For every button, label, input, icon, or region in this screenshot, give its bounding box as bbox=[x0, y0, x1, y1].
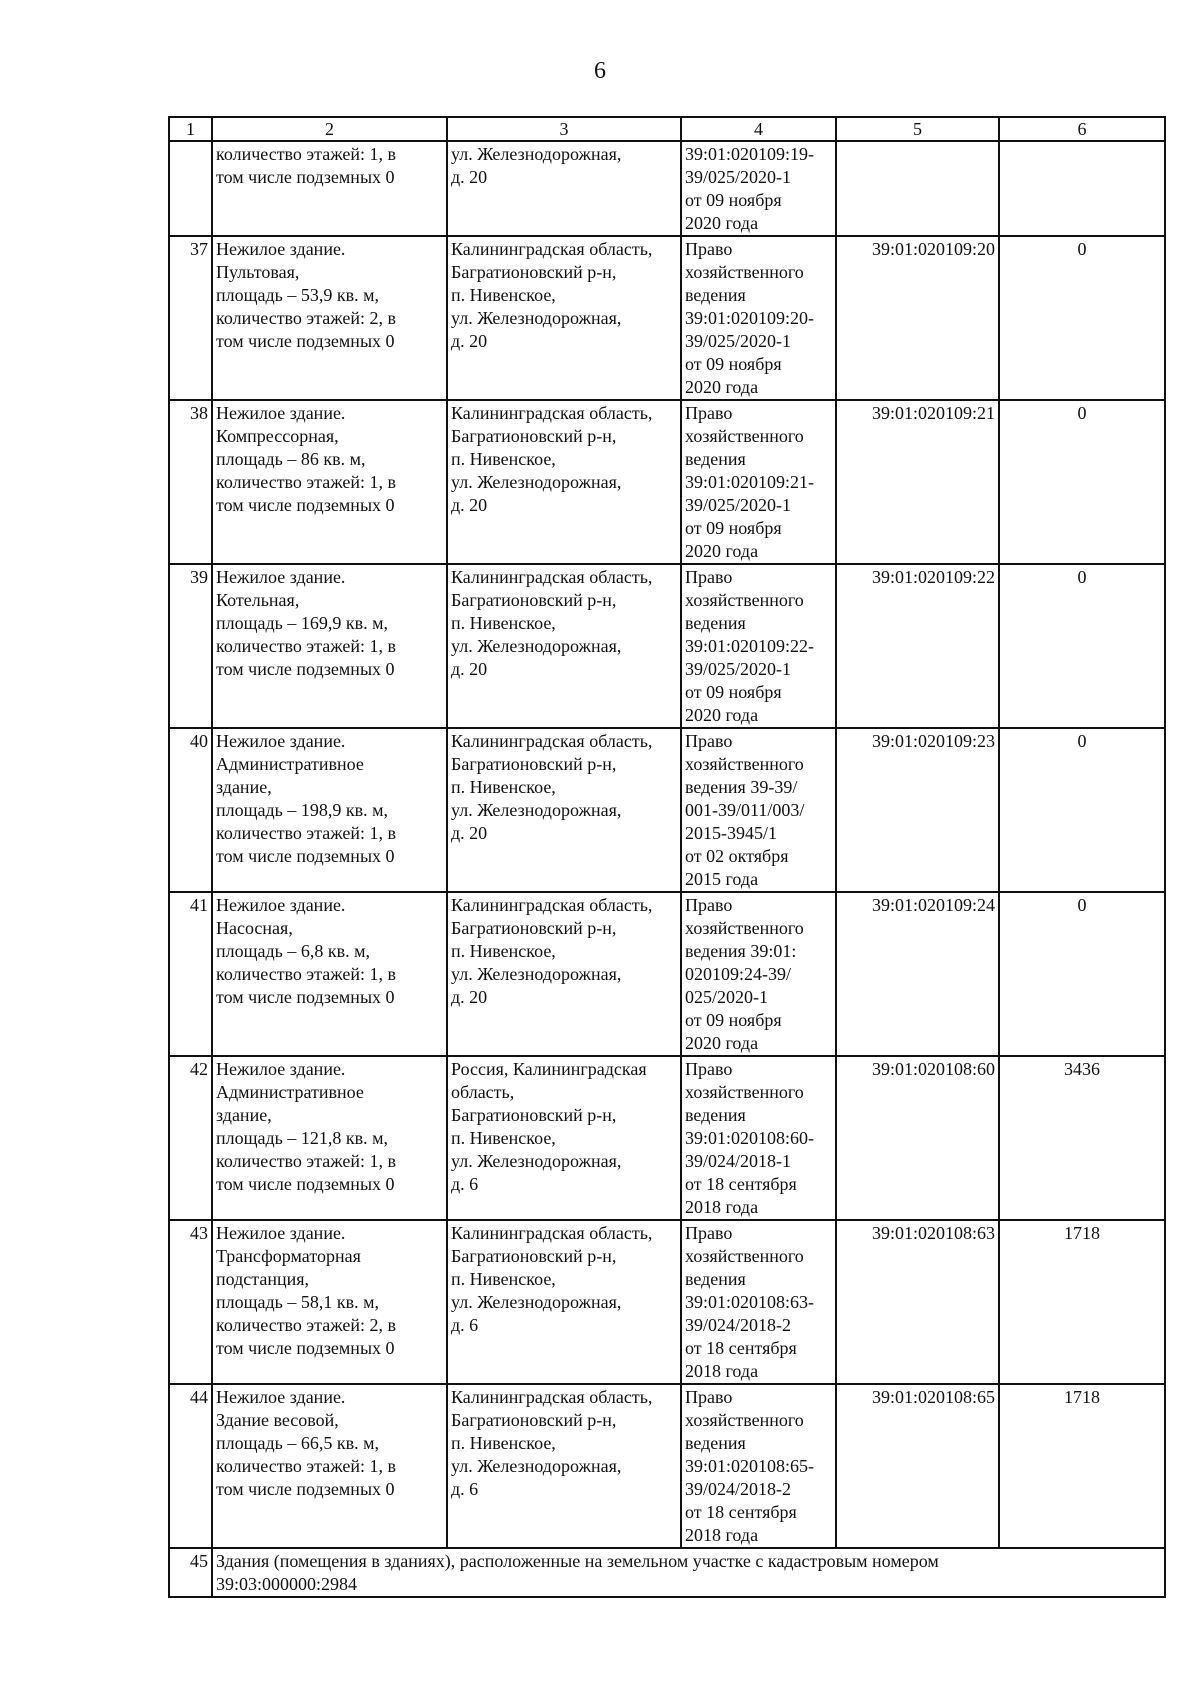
address-line: п. Нивенское, bbox=[451, 613, 556, 633]
description-line: площадь – 121,8 кв. м, bbox=[216, 1128, 388, 1148]
address-line: Калининградская область, bbox=[451, 1387, 653, 1407]
row-number-cell: 43 bbox=[169, 1220, 212, 1384]
right-cell bbox=[681, 1056, 836, 1220]
right-line: Право bbox=[685, 1387, 733, 1407]
cadastral-cell: 39:01:020109:21 bbox=[836, 400, 999, 564]
description-line: Нежилое здание. bbox=[216, 731, 346, 751]
address-line: ул. Железнодорожная, bbox=[451, 144, 622, 164]
address-line: Багратионовский р-н, bbox=[451, 426, 617, 446]
description-line: Административное bbox=[216, 754, 364, 774]
row-number-cell bbox=[169, 141, 212, 236]
right-line: 39/024/2018-2 bbox=[685, 1315, 791, 1335]
address-line: ул. Железнодорожная, bbox=[451, 1292, 622, 1312]
right-line: Право bbox=[685, 239, 733, 259]
description-line: количество этажей: 1, в bbox=[216, 964, 397, 984]
footer-text-cell bbox=[212, 1548, 1165, 1597]
right-line: от 18 сентября bbox=[685, 1502, 797, 1522]
description-line: Нежилое здание. bbox=[216, 895, 346, 915]
description-line: количество этажей: 2, в bbox=[216, 308, 397, 328]
description-line: количество этажей: 2, в bbox=[216, 1315, 397, 1335]
right-line: хозяйственного bbox=[685, 1246, 804, 1266]
right-line: 2020 года bbox=[685, 377, 759, 397]
right-line: 39:01:020108:60- bbox=[685, 1128, 814, 1148]
right-line: от 09 ноября bbox=[685, 682, 782, 702]
row-number-cell: 40 bbox=[169, 728, 212, 892]
right-line: ведения bbox=[685, 1269, 746, 1289]
footer-line: 39:03:000000:2984 bbox=[216, 1574, 358, 1594]
cadastral-cell: 39:01:020108:63 bbox=[836, 1220, 999, 1384]
value-cell: 1718 bbox=[999, 1384, 1165, 1548]
value-cell: 0 bbox=[999, 728, 1165, 892]
page-number: 6 bbox=[594, 58, 606, 84]
right-line: 001-39/011/003/ bbox=[685, 800, 805, 820]
address-line: ул. Железнодорожная, bbox=[451, 636, 622, 656]
column-header: 2 bbox=[212, 117, 447, 141]
description-line: количество этажей: 1, в bbox=[216, 472, 397, 492]
right-line: 2020 года bbox=[685, 1033, 759, 1053]
cadastral-cell: 39:01:020109:22 bbox=[836, 564, 999, 728]
property-table bbox=[168, 116, 1166, 1598]
right-line: Право bbox=[685, 567, 733, 587]
description-line: площадь – 6,8 кв. м, bbox=[216, 941, 370, 961]
address-line: п. Нивенское, bbox=[451, 285, 556, 305]
description-line: том числе подземных 0 bbox=[216, 987, 395, 1007]
right-line: Право bbox=[685, 1223, 733, 1243]
right-cell bbox=[681, 728, 836, 892]
address-line: п. Нивенское, bbox=[451, 777, 556, 797]
value-cell: 1718 bbox=[999, 1220, 1165, 1384]
address-cell bbox=[447, 728, 681, 892]
address-line: д. 6 bbox=[451, 1479, 479, 1499]
description-line: площадь – 169,9 кв. м, bbox=[216, 613, 388, 633]
right-line: от 09 ноября bbox=[685, 190, 782, 210]
table-row bbox=[169, 564, 1165, 728]
description-line: Нежилое здание. bbox=[216, 1223, 346, 1243]
right-line: от 09 ноября bbox=[685, 518, 782, 538]
right-cell bbox=[681, 1384, 836, 1548]
address-line: область, bbox=[451, 1082, 515, 1102]
cadastral-cell: 39:01:020109:20 bbox=[836, 236, 999, 400]
address-line: Калининградская область, bbox=[451, 895, 653, 915]
right-line: 39:01:020109:20- bbox=[685, 308, 814, 328]
table-row bbox=[169, 400, 1165, 564]
address-cell bbox=[447, 400, 681, 564]
right-line: 2015-3945/1 bbox=[685, 823, 777, 843]
right-line: 2020 года bbox=[685, 541, 759, 561]
right-line: от 02 октября bbox=[685, 846, 789, 866]
column-header: 3 bbox=[447, 117, 681, 141]
row-number-cell: 42 bbox=[169, 1056, 212, 1220]
address-line: д. 20 bbox=[451, 987, 488, 1007]
description-line: том числе подземных 0 bbox=[216, 331, 395, 351]
description-line: количество этажей: 1, в bbox=[216, 1456, 397, 1476]
value-cell: 0 bbox=[999, 564, 1165, 728]
address-cell bbox=[447, 1220, 681, 1384]
address-line: Калининградская область, bbox=[451, 239, 653, 259]
address-line: ул. Железнодорожная, bbox=[451, 1456, 622, 1476]
table-row bbox=[169, 1384, 1165, 1548]
value-cell: 0 bbox=[999, 236, 1165, 400]
right-line: ведения bbox=[685, 449, 746, 469]
right-line: 39/025/2020-1 bbox=[685, 167, 791, 187]
right-line: ведения bbox=[685, 1105, 746, 1125]
value-cell: 0 bbox=[999, 400, 1165, 564]
description-cell bbox=[212, 728, 447, 892]
address-cell bbox=[447, 1056, 681, 1220]
description-line: Трансформаторная bbox=[216, 1246, 361, 1266]
description-line: Нежилое здание. bbox=[216, 239, 346, 259]
address-line: Калининградская область, bbox=[451, 403, 653, 423]
address-cell bbox=[447, 564, 681, 728]
right-line: 2015 года bbox=[685, 869, 759, 889]
right-line: хозяйственного bbox=[685, 262, 804, 282]
right-line: хозяйственного bbox=[685, 1082, 804, 1102]
description-line: Насосная, bbox=[216, 918, 293, 938]
description-line: том числе подземных 0 bbox=[216, 846, 395, 866]
right-line: от 09 ноября bbox=[685, 354, 782, 374]
right-line: 39:01:020109:19- bbox=[685, 144, 814, 164]
description-line: Нежилое здание. bbox=[216, 1387, 346, 1407]
address-line: Багратионовский р-н, bbox=[451, 1246, 617, 1266]
description-line: том числе подземных 0 bbox=[216, 495, 395, 515]
right-line: 39/024/2018-2 bbox=[685, 1479, 791, 1499]
description-line: количество этажей: 1, в bbox=[216, 144, 397, 164]
address-line: ул. Железнодорожная, bbox=[451, 800, 622, 820]
description-line: Нежилое здание. bbox=[216, 403, 346, 423]
address-line: п. Нивенское, bbox=[451, 1128, 556, 1148]
row-number-cell: 39 bbox=[169, 564, 212, 728]
right-line: 39/025/2020-1 bbox=[685, 495, 791, 515]
right-line: 39:01:020108:65- bbox=[685, 1456, 814, 1476]
address-line: Россия, Калининградская bbox=[451, 1059, 647, 1079]
right-line: 2020 года bbox=[685, 213, 759, 233]
table-row-footer bbox=[169, 1548, 1165, 1597]
address-line: п. Нивенское, bbox=[451, 941, 556, 961]
right-line: 020109:24-39/ bbox=[685, 964, 791, 984]
footer-line: Здания (помещения в зданиях), расположенные на земельном участке с кадастровым номером bbox=[216, 1551, 939, 1571]
column-header: 5 bbox=[836, 117, 999, 141]
address-cell bbox=[447, 1384, 681, 1548]
description-line: том числе подземных 0 bbox=[216, 659, 395, 679]
description-line: площадь – 66,5 кв. м, bbox=[216, 1433, 379, 1453]
address-line: ул. Железнодорожная, bbox=[451, 308, 622, 328]
description-line: том числе подземных 0 bbox=[216, 167, 395, 187]
table-row bbox=[169, 141, 1165, 236]
right-line: 39:01:020108:63- bbox=[685, 1292, 814, 1312]
right-line: ведения bbox=[685, 285, 746, 305]
header-row bbox=[169, 117, 1165, 141]
column-header: 6 bbox=[999, 117, 1165, 141]
description-line: здание, bbox=[216, 1105, 272, 1125]
address-line: п. Нивенское, bbox=[451, 1269, 556, 1289]
right-line: от 18 сентября bbox=[685, 1174, 797, 1194]
description-cell bbox=[212, 236, 447, 400]
right-line: 39:01:020109:21- bbox=[685, 472, 814, 492]
right-line: 2018 года bbox=[685, 1525, 759, 1545]
right-line: хозяйственного bbox=[685, 1410, 804, 1430]
description-line: количество этажей: 1, в bbox=[216, 823, 397, 843]
value-cell bbox=[999, 141, 1165, 236]
right-line: 39/025/2020-1 bbox=[685, 331, 791, 351]
cadastral-cell: 39:01:020108:60 bbox=[836, 1056, 999, 1220]
address-line: д. 20 bbox=[451, 331, 488, 351]
row-number-cell: 41 bbox=[169, 892, 212, 1056]
right-line: хозяйственного bbox=[685, 590, 804, 610]
description-line: площадь – 86 кв. м, bbox=[216, 449, 366, 469]
description-line: Здание весовой, bbox=[216, 1410, 339, 1430]
address-line: Багратионовский р-н, bbox=[451, 590, 617, 610]
right-line: Право bbox=[685, 731, 733, 751]
description-line: подстанция, bbox=[216, 1269, 310, 1289]
right-cell bbox=[681, 564, 836, 728]
column-header: 1 bbox=[169, 117, 212, 141]
table-row bbox=[169, 892, 1165, 1056]
description-cell bbox=[212, 1220, 447, 1384]
row-number-cell: 38 bbox=[169, 400, 212, 564]
address-line: Багратионовский р-н, bbox=[451, 754, 617, 774]
address-line: ул. Железнодорожная, bbox=[451, 472, 622, 492]
right-cell bbox=[681, 1220, 836, 1384]
right-line: Право bbox=[685, 895, 733, 915]
description-line: площадь – 53,9 кв. м, bbox=[216, 285, 379, 305]
address-line: п. Нивенское, bbox=[451, 449, 556, 469]
address-line: д. 20 bbox=[451, 659, 488, 679]
right-line: от 09 ноября bbox=[685, 1010, 782, 1030]
cadastral-cell bbox=[836, 141, 999, 236]
address-line: Калининградская область, bbox=[451, 1223, 653, 1243]
address-line: д. 6 bbox=[451, 1315, 479, 1335]
right-cell bbox=[681, 400, 836, 564]
address-line: п. Нивенское, bbox=[451, 1433, 556, 1453]
description-cell bbox=[212, 400, 447, 564]
right-line: 39/024/2018-1 bbox=[685, 1151, 791, 1171]
description-line: том числе подземных 0 bbox=[216, 1479, 395, 1499]
address-line: Калининградская область, bbox=[451, 567, 653, 587]
right-line: ведения bbox=[685, 613, 746, 633]
description-line: здание, bbox=[216, 777, 272, 797]
description-cell bbox=[212, 892, 447, 1056]
description-cell bbox=[212, 141, 447, 236]
row-number-cell: 37 bbox=[169, 236, 212, 400]
address-line: Багратионовский р-н, bbox=[451, 918, 617, 938]
description-line: Пультовая, bbox=[216, 262, 300, 282]
address-line: д. 20 bbox=[451, 823, 488, 843]
address-cell bbox=[447, 141, 681, 236]
address-line: ул. Железнодорожная, bbox=[451, 964, 622, 984]
cadastral-cell: 39:01:020109:24 bbox=[836, 892, 999, 1056]
right-line: 39:01:020109:22- bbox=[685, 636, 814, 656]
right-cell bbox=[681, 892, 836, 1056]
right-line: 025/2020-1 bbox=[685, 987, 768, 1007]
right-line: 2018 года bbox=[685, 1361, 759, 1381]
right-cell bbox=[681, 141, 836, 236]
description-cell bbox=[212, 564, 447, 728]
description-line: количество этажей: 1, в bbox=[216, 636, 397, 656]
right-line: от 18 сентября bbox=[685, 1338, 797, 1358]
description-cell bbox=[212, 1384, 447, 1548]
address-line: Багратионовский р-н, bbox=[451, 1105, 617, 1125]
column-header: 4 bbox=[681, 117, 836, 141]
address-line: Багратионовский р-н, bbox=[451, 1410, 617, 1430]
right-line: хозяйственного bbox=[685, 426, 804, 446]
right-line: 39/025/2020-1 bbox=[685, 659, 791, 679]
description-cell bbox=[212, 1056, 447, 1220]
description-line: площадь – 198,9 кв. м, bbox=[216, 800, 388, 820]
cadastral-cell: 39:01:020109:23 bbox=[836, 728, 999, 892]
cadastral-cell: 39:01:020108:65 bbox=[836, 1384, 999, 1548]
value-cell: 0 bbox=[999, 892, 1165, 1056]
right-line: 2020 года bbox=[685, 705, 759, 725]
row-number-cell: 44 bbox=[169, 1384, 212, 1548]
address-cell bbox=[447, 236, 681, 400]
right-cell bbox=[681, 236, 836, 400]
address-cell bbox=[447, 892, 681, 1056]
right-line: хозяйственного bbox=[685, 754, 804, 774]
right-line: ведения 39-39/ bbox=[685, 777, 798, 797]
row-number-cell: 45 bbox=[169, 1548, 212, 1597]
right-line: Право bbox=[685, 1059, 733, 1079]
description-line: том числе подземных 0 bbox=[216, 1174, 395, 1194]
right-line: 2018 года bbox=[685, 1197, 759, 1217]
table-row bbox=[169, 1220, 1165, 1384]
table-row bbox=[169, 1056, 1165, 1220]
address-line: д. 20 bbox=[451, 495, 488, 515]
address-line: Багратионовский р-н, bbox=[451, 262, 617, 282]
right-line: ведения bbox=[685, 1433, 746, 1453]
description-line: Нежилое здание. bbox=[216, 1059, 346, 1079]
address-line: ул. Железнодорожная, bbox=[451, 1151, 622, 1171]
address-line: д. 20 bbox=[451, 167, 488, 187]
value-cell: 3436 bbox=[999, 1056, 1165, 1220]
address-line: Калининградская область, bbox=[451, 731, 653, 751]
right-line: хозяйственного bbox=[685, 918, 804, 938]
description-line: Нежилое здание. bbox=[216, 567, 346, 587]
description-line: Компрессорная, bbox=[216, 426, 339, 446]
right-line: Право bbox=[685, 403, 733, 423]
description-line: Котельная, bbox=[216, 590, 300, 610]
table-row bbox=[169, 728, 1165, 892]
right-line: ведения 39:01: bbox=[685, 941, 797, 961]
description-line: том числе подземных 0 bbox=[216, 1338, 395, 1358]
description-line: площадь – 58,1 кв. м, bbox=[216, 1292, 379, 1312]
table-row bbox=[169, 236, 1165, 400]
address-line: д. 6 bbox=[451, 1174, 479, 1194]
description-line: Административное bbox=[216, 1082, 364, 1102]
description-line: количество этажей: 1, в bbox=[216, 1151, 397, 1171]
